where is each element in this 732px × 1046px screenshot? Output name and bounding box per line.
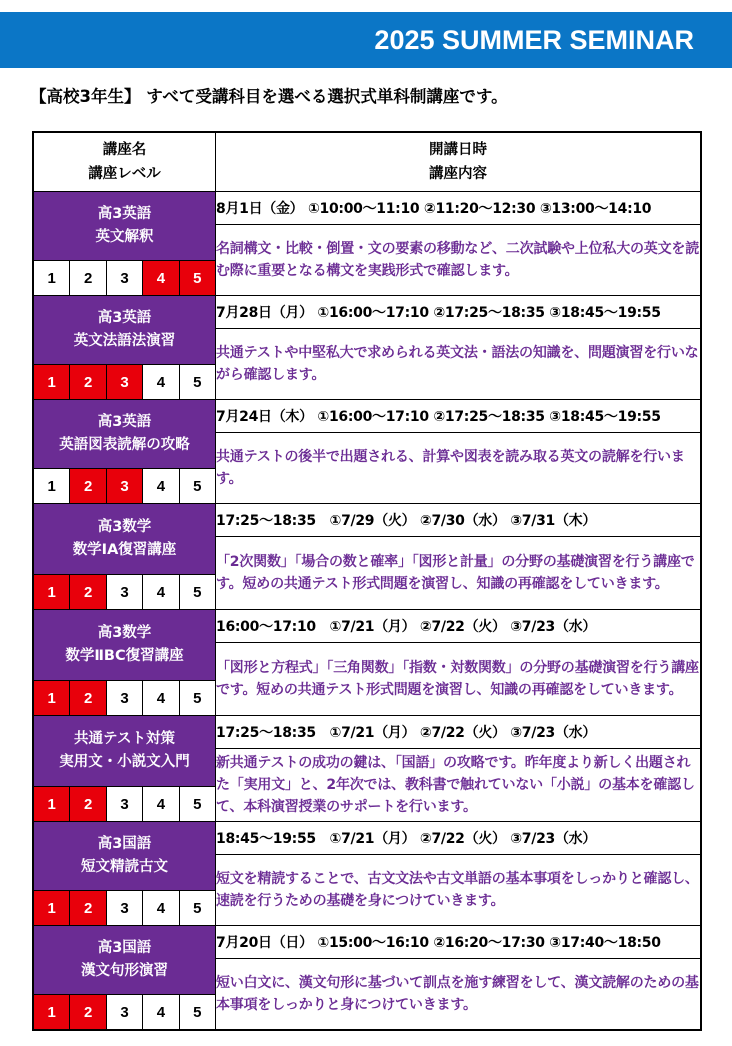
course-title: 英語図表読解の攻略: [59, 437, 190, 453]
level-box: 2: [70, 261, 106, 295]
level-box: 2: [70, 787, 106, 821]
course-subject: 高3英語: [97, 206, 152, 222]
course-title: 実用文・小説文入門: [59, 754, 190, 770]
level-box: 2: [70, 891, 106, 925]
level-box: 5: [180, 891, 215, 925]
course-schedule: 8月1日（金） ①10:00～11:10 ②11:20～12:30 ③13:00～14:10: [216, 192, 702, 225]
course-name-cell: [33, 504, 216, 575]
course-level-cell: [33, 995, 216, 1031]
course-level-cell: [33, 469, 216, 504]
header-course-name: 講座名: [102, 142, 147, 158]
course-level-cell: [33, 261, 216, 296]
course-name-cell: [33, 610, 216, 681]
course-schedule: 7月24日（木） ①16:00～17:10 ②17:25～18:35 ③18:45～19:55: [216, 400, 702, 433]
course-description: 共通テストの後半で出題される、計算や図表を読み取る英文の読解を行います。: [216, 433, 702, 504]
level-box: 4: [143, 891, 179, 925]
level-box: 2: [70, 365, 106, 399]
course-subject: 高3数学: [97, 625, 152, 641]
level-box: 4: [143, 995, 179, 1029]
level-box: 4: [143, 681, 179, 715]
course-schedule: 18:45～19:55 ①7/21（月） ②7/22（火） ③7/23（水）: [216, 822, 702, 855]
level-box: 4: [143, 261, 179, 295]
course-subject: 高3英語: [97, 414, 152, 430]
course-title: 数学ⅠA復習講座: [72, 542, 177, 558]
header-course-level: 講座レベル: [88, 166, 161, 182]
level-box: 1: [34, 261, 70, 295]
course-description: 名詞構文・比較・倒置・文の要素の移動など、二次試験や上位私大の英文を読む際に重要となる構文を実践形式で確認します。: [216, 225, 702, 296]
level-box: 3: [107, 575, 143, 609]
course-level-cell: [33, 575, 216, 610]
course-subject: 共通テスト対策: [74, 731, 175, 747]
level-box: 3: [107, 787, 143, 821]
header-name-cell: [33, 132, 216, 192]
course-name-cell: [33, 296, 216, 365]
level-indicator: [34, 365, 215, 399]
level-box: 4: [143, 787, 179, 821]
level-indicator: [34, 995, 215, 1029]
course-subject: 高3英語: [97, 310, 152, 326]
level-box: 2: [70, 575, 106, 609]
header-banner: [0, 12, 732, 68]
course-row: [33, 504, 701, 537]
course-title: 英文解釈: [95, 229, 154, 245]
course-level-cell: [33, 891, 216, 926]
course-name-cell: [33, 822, 216, 891]
level-box: 4: [143, 365, 179, 399]
level-box: 4: [143, 469, 179, 503]
course-body: [33, 192, 701, 1031]
level-indicator: [34, 575, 215, 609]
level-box: 3: [107, 891, 143, 925]
course-description: 「2次関数」「場合の数と確率」「図形と計量」の分野の基礎演習を行う講座です。短めの共通テスト形式問題を演習し、知識の再確認をしていきます。: [216, 537, 702, 610]
level-box: 3: [107, 261, 143, 295]
course-name-cell: [33, 192, 216, 261]
level-box: 1: [34, 365, 70, 399]
level-box: 1: [34, 787, 70, 821]
course-description: 共通テストや中堅私大で求められる英文法・語法の知識を、問題演習を行いながら確認します。: [216, 329, 702, 400]
level-box: 4: [143, 575, 179, 609]
course-subject: 高3数学: [97, 519, 152, 535]
course-name-cell: [33, 400, 216, 469]
level-box: 1: [34, 469, 70, 503]
course-row: [33, 610, 701, 643]
course-schedule: 17:25～18:35 ①7/29（火） ②7/30（水） ③7/31（木）: [216, 504, 702, 537]
level-box: 2: [70, 995, 106, 1029]
level-box: 3: [107, 365, 143, 399]
level-box: 3: [107, 681, 143, 715]
level-box: 5: [180, 995, 215, 1029]
level-box: 3: [107, 995, 143, 1029]
course-row: [33, 716, 701, 749]
course-subject: 高3国語: [97, 940, 152, 956]
course-level-cell: [33, 365, 216, 400]
course-title: 短文精読古文: [81, 859, 168, 875]
course-description: 新共通テストの成功の鍵は、「国語」の攻略です。昨年度より新しく出題された「実用文」と、2年次では、教科書で触れていない「小説」の基本を確認して、本科演習授業のサポートを行います。: [216, 749, 702, 822]
course-title: 漢文句形演習: [81, 963, 168, 979]
level-box: 1: [34, 575, 70, 609]
page-title: 2025 SUMMER SEMINAR: [374, 25, 694, 55]
course-level-cell: [33, 681, 216, 716]
level-box: 2: [70, 681, 106, 715]
level-box: 5: [180, 787, 215, 821]
course-row: [33, 400, 701, 433]
course-row: [33, 296, 701, 329]
level-box: 3: [107, 469, 143, 503]
level-indicator: [34, 787, 215, 821]
level-box: 5: [180, 469, 215, 503]
course-schedule: 17:25～18:35 ①7/21（月） ②7/22（火） ③7/23（水）: [216, 716, 702, 749]
level-box: 1: [34, 995, 70, 1029]
level-box: 5: [180, 365, 215, 399]
course-schedule: 7月28日（月） ①16:00～17:10 ②17:25～18:35 ③18:45～19:55: [216, 296, 702, 329]
course-level-cell: [33, 787, 216, 822]
level-box: 5: [180, 575, 215, 609]
level-box: 5: [180, 681, 215, 715]
header-schedule: 開講日時: [429, 142, 487, 158]
course-row: [33, 822, 701, 855]
course-name-cell: [33, 926, 216, 995]
course-subject: 高3国語: [97, 836, 152, 852]
header-info-cell: [216, 132, 702, 192]
course-description: 短文を精読することで、古文文法や古文単語の基本事項をしっかりと確認し、速読を行うための基礎を身につけていきます。: [216, 855, 702, 926]
level-box: 2: [70, 469, 106, 503]
level-indicator: [34, 261, 215, 295]
course-title: 英文法語法演習: [73, 333, 176, 349]
level-box: 1: [34, 681, 70, 715]
course-table: [32, 131, 702, 1031]
course-row: [33, 192, 701, 225]
intro-text: 【高校3年生】 すべて受講科目を選べる選択式単科制講座です。: [30, 87, 508, 106]
table-header-row: [33, 132, 701, 192]
header-content: 講座内容: [429, 166, 487, 182]
course-name-cell: [33, 716, 216, 787]
level-box: 1: [34, 891, 70, 925]
course-title: 数学ⅡBC復習講座: [65, 648, 184, 664]
level-indicator: [34, 469, 215, 503]
course-row: [33, 926, 701, 959]
course-schedule: 7月20日（日） ①15:00～16:10 ②16:20～17:30 ③17:40～18:50: [216, 926, 702, 959]
course-schedule: 16:00～17:10 ①7/21（月） ②7/22（火） ③7/23（水）: [216, 610, 702, 643]
level-indicator: [34, 681, 215, 715]
course-description: 短い白文に、漢文句形に基づいて訓点を施す練習をして、漢文読解のための基本事項をしっかりと身につけていきます。: [216, 959, 702, 1031]
course-description: 「図形と方程式」「三角関数」「指数・対数関数」の分野の基礎演習を行う講座です。短めの共通テスト形式問題を演習し、知識の再確認をしていきます。: [216, 643, 702, 716]
level-indicator: [34, 891, 215, 925]
level-box: 5: [180, 261, 215, 295]
